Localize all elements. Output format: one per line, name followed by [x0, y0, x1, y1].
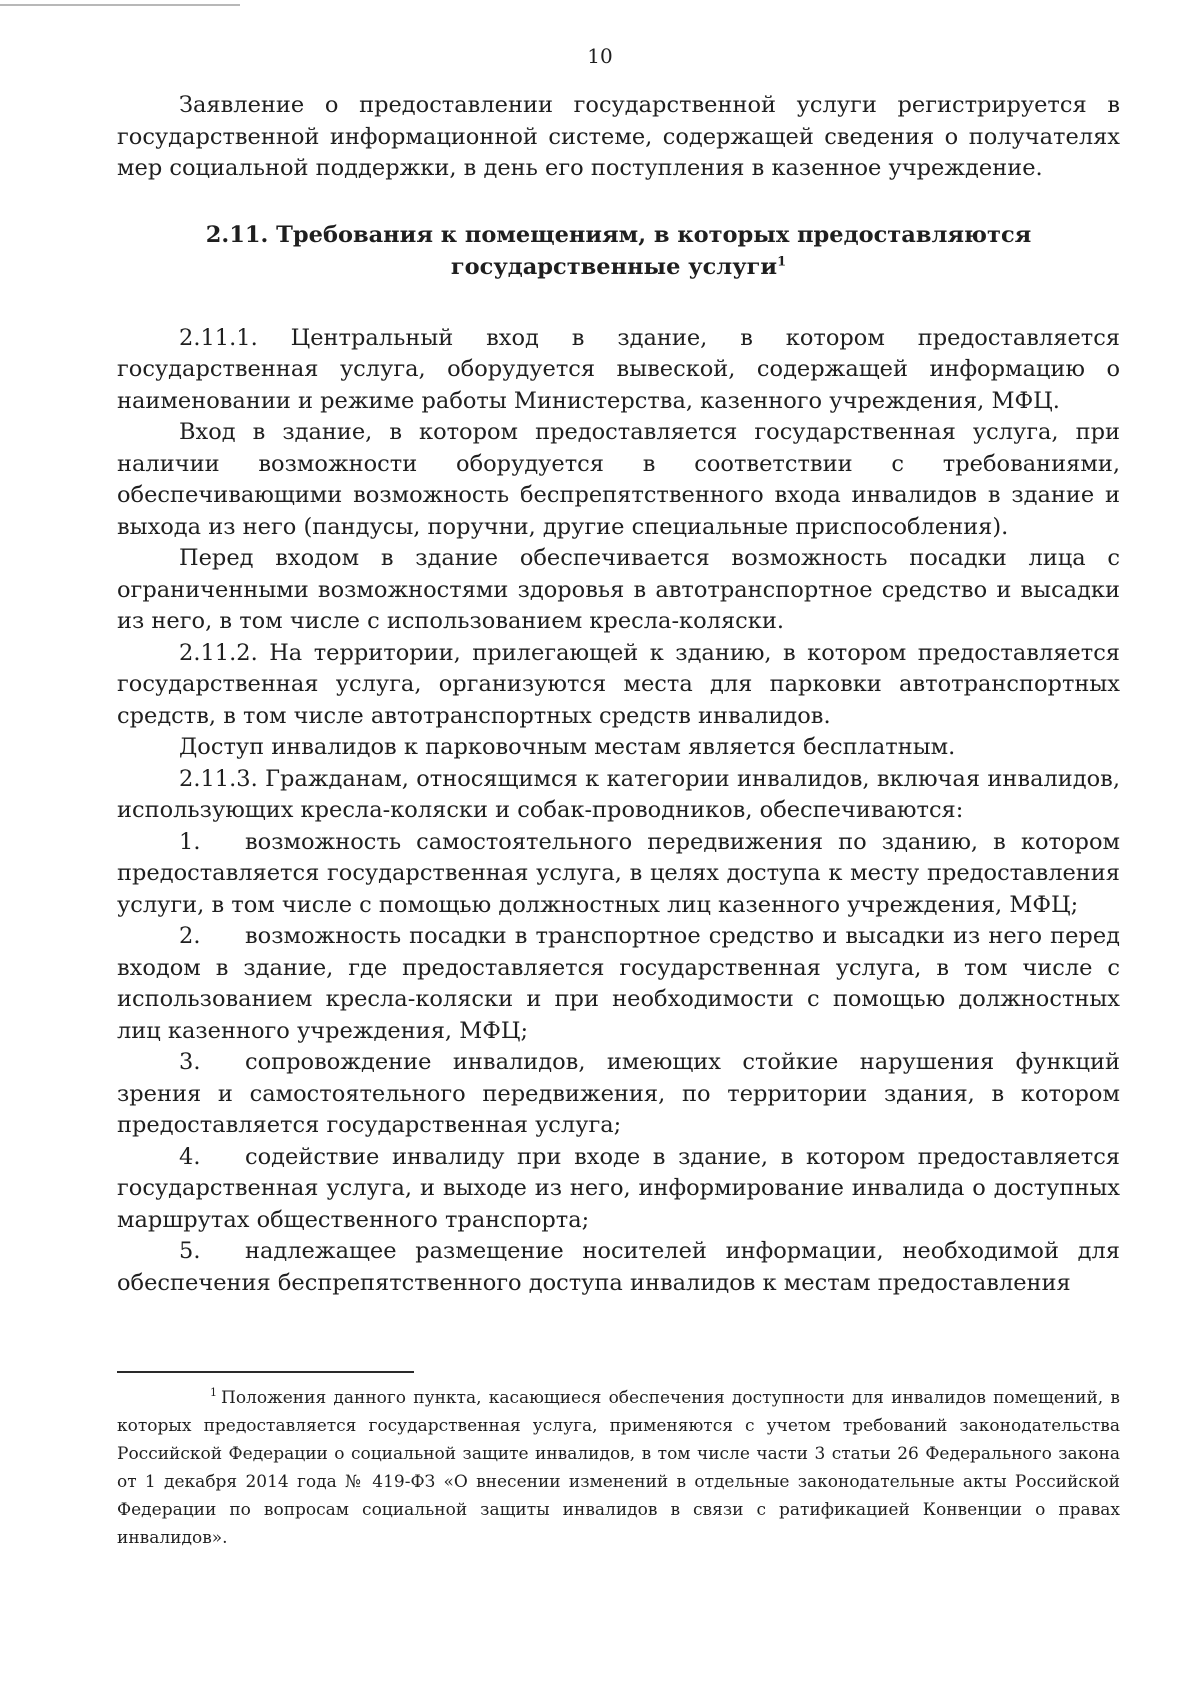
paragraph-2-11-2: 2.11.2. На территории, прилегающей к зданию, в котором предоставляется государственная услуга, организуются места для парковки автотранспортных средств, в том числе автотранспортных средств инвалидов. [117, 639, 1120, 729]
list-item-number: 4. [179, 1143, 201, 1170]
document-body [117, 90, 1120, 1299]
list-item-text: возможность посадки в транспортное средство и высадки из него перед входом в здание, где предоставляется государственная услуга, в том числе с использованием кресла-коляски и при необходимости с помощью должностных лиц казенного учреждения, МФЦ; [117, 923, 1120, 1044]
paragraph-2-11-3: 2.11.3. Гражданам, относящимся к категории инвалидов, включая инвалидов, использующих кресла-коляски и собак-проводников, обеспечиваются: [117, 765, 1120, 823]
list-item [117, 1236, 1120, 1299]
paragraph-parking-access: Доступ инвалидов к парковочным местам является бесплатным. [179, 734, 956, 760]
footnote-mark: 1 [210, 1386, 217, 1400]
list-item-text: содействие инвалиду при входе в здание, в котором предоставляется государственная услуга, и выходе из него, информирование инвалида о доступных маршрутах общественного транспорта; [117, 1143, 1120, 1233]
footnote-separator [117, 1371, 414, 1373]
section-heading-line-1: 2.11. Требования к помещениям, в которых предоставляются [205, 221, 1032, 248]
list-item [117, 1047, 1120, 1142]
list-item-number: 2. [179, 923, 201, 949]
intro-paragraph: Заявление о предоставлении государственной услуги регистрируется в государственной информационной системе, содержащей сведения о получателях мер социальной поддержки, в день его поступления в казенное учреждение. [117, 92, 1120, 181]
list-item-number: 1. [179, 828, 201, 855]
paragraph-boarding-assistance: Перед входом в здание обеспечивается возможность посадки лица с ограниченными возможностями здоровья в автотранспортное средство и высадки из него, в том числе с использованием кресла-коляски. [117, 545, 1120, 634]
section-heading [117, 219, 1120, 283]
list-item-text: сопровождение инвалидов, имеющих стойкие нарушения функций зрения и самостоятельного передвижения, по территории здания, в котором предоставляется государственная услуга; [117, 1049, 1120, 1138]
footnote-text: Положения данного пункта, касающиеся обеспечения доступности для инвалидов помещений, в которых предоставляется государственная услуга, применяются с учетом требований законодательства Российской Федерации о социальной защите инвалидов, в том числе части 3 статьи 26 Федерального закона от 1 декабря 2014 года № 419-ФЗ «О внесении изменений в отдельные законодательные акты Российской Федерации по вопросам социальной защиты инвалидов в связи с ратификацией Конвенции о правах инвалидов». [117, 1388, 1120, 1548]
list-item-text: надлежащее размещение носителей информации, необходимой для обеспечения беспрепятственного доступа инвалидов к местам предоставления [117, 1238, 1120, 1296]
section-heading-line-2: государственные услуги [450, 253, 778, 280]
paragraph-entrance-equipment: Вход в здание, в котором предоставляется государственная услуга, при наличии возможности оборудуется в соответствии с требованиями, обеспечивающими возможность беспрепятственного входа инвалидов в здание и выхода из него (пандусы, поручни, другие специальные приспособления). [117, 419, 1120, 540]
footnote-reference: 1 [777, 254, 787, 269]
scan-edge-mark [0, 4, 240, 6]
list-item-text: возможность самостоятельного передвижения по зданию, в котором предоставляется государственная услуга, в целях доступа к месту предоставления услуги, в том числе с помощью должностных лиц казенного учреждения, МФЦ; [117, 828, 1120, 918]
page-number: 10 [587, 44, 613, 68]
list-item-number: 3. [179, 1049, 201, 1075]
footnote [117, 1384, 1120, 1552]
paragraph-2-11-1: 2.11.1. Центральный вход в здание, в котором предоставляется государственная услуга, оборудуется вывеской, содержащей информацию о наименовании и режиме работы Министерства, казенного учреждения, МФЦ. [117, 324, 1120, 414]
list-item-number: 5. [179, 1238, 201, 1264]
list-item [117, 921, 1120, 1047]
list-item [117, 1142, 1120, 1237]
list-item [117, 827, 1120, 922]
